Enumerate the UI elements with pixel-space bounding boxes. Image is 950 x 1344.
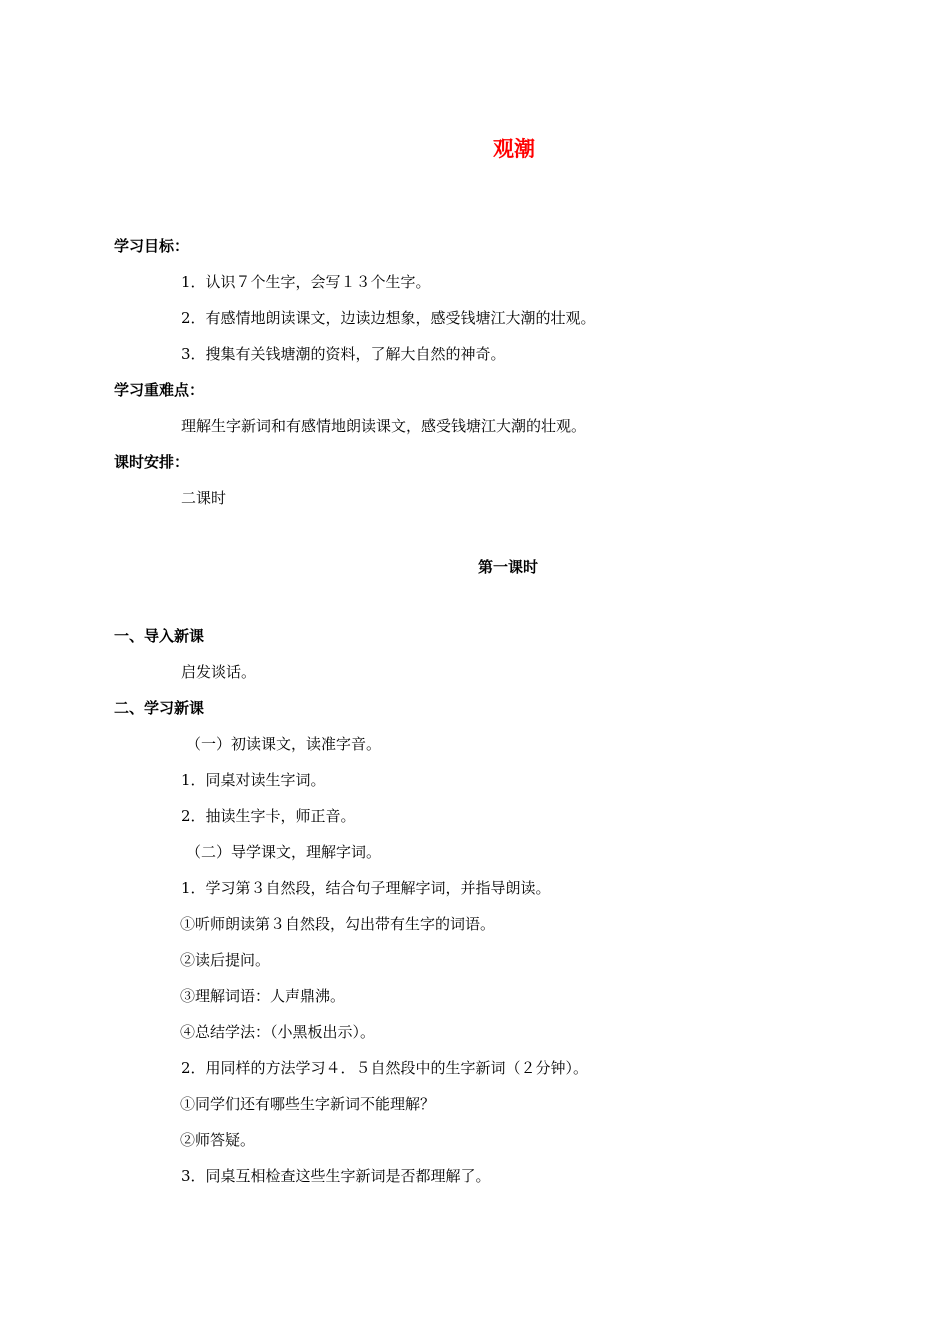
goals-heading: 学习目标： [114,237,190,255]
section2-line: 2．抽读生字卡，师正音。 [181,807,356,825]
section2-line: 1．学习第３自然段，结合句子理解字词，并指导朗读。 [181,879,551,897]
lesson1-title: 第一课时 [477,558,538,576]
section2-line: ③理解词语：人声鼎沸。 [180,987,346,1005]
schedule-heading: 课时安排： [114,453,190,471]
section2-line: 2．用同样的方法学习４．５自然段中的生字新词（２分钟）。 [181,1059,589,1077]
goal-item: 1．认识７个生字，会写１３个生字。 [181,273,431,291]
key-points-text: 理解生字新词和有感情地朗读课文，感受钱塘江大潮的壮观。 [181,417,587,435]
schedule-text: 二课时 [181,489,227,507]
section2-heading: 二、学习新课 [114,699,205,717]
section2-line: ②师答疑。 [180,1131,256,1149]
goal-item: 2．有感情地朗读课文，边读边想象，感受钱塘江大潮的壮观。 [181,309,596,327]
goal-item: 3．搜集有关钱塘潮的资料，了解大自然的神奇。 [181,345,506,363]
section2-line: （一）初读课文，读准字音。 [186,735,382,753]
section2-line: 3．同桌互相检查这些生字新词是否都理解了。 [181,1167,491,1185]
section2-line: ④总结学法：（小黑板出示）。 [180,1023,376,1041]
section1-text: 启发谈话。 [181,663,257,681]
section1-heading: 一、导入新课 [114,627,205,645]
section2-line: ②读后提问。 [180,951,271,969]
section2-line: ①同学们还有哪些生字新词不能理解？ [180,1095,436,1113]
key-points-heading: 学习重难点： [114,381,205,399]
section2-line: （二）导学课文，理解字词。 [186,843,382,861]
section2-line: 1．同桌对读生字词。 [181,771,326,789]
document-title: 观潮 [493,137,535,161]
section2-line: ①听师朗读第３自然段，勾出带有生字的词语。 [180,915,496,933]
